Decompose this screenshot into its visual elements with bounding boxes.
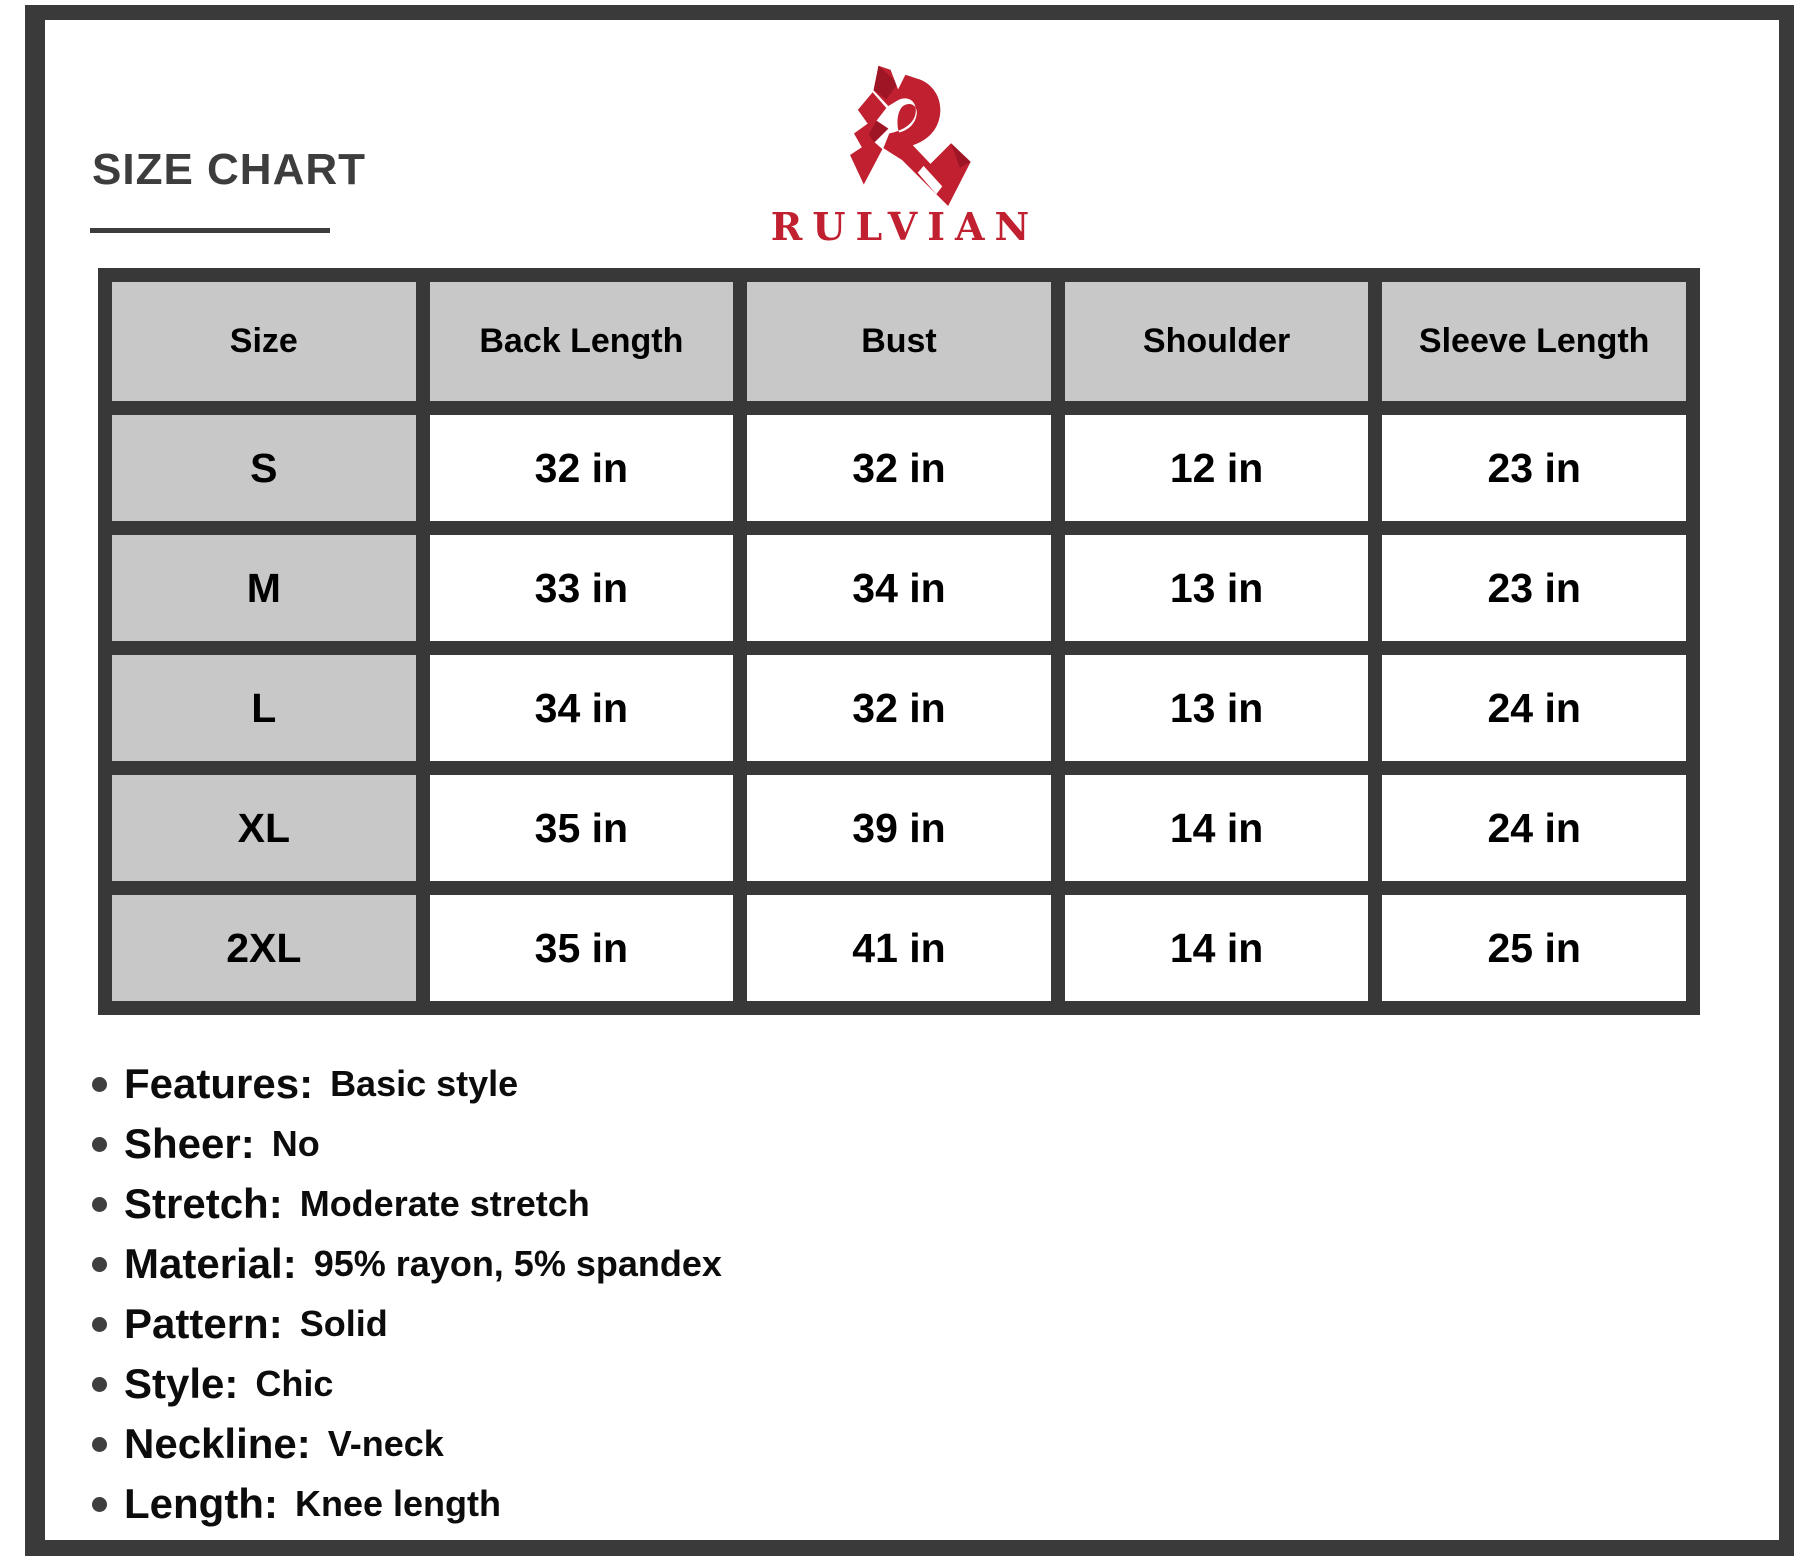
measurement-cell: 14 in — [1058, 768, 1376, 888]
detail-item — [92, 1294, 722, 1354]
detail-value: Basic style — [330, 1063, 519, 1104]
detail-label: Stretch: — [124, 1180, 283, 1227]
measurement-cell: 33 in — [423, 528, 741, 648]
product-details-list — [92, 1054, 722, 1534]
measurement-cell: 14 in — [1058, 888, 1376, 1008]
table-row — [105, 408, 1693, 528]
column-header: Bust — [740, 275, 1058, 408]
detail-label: Style: — [124, 1360, 239, 1407]
detail-value: No — [271, 1123, 320, 1164]
bullet-icon — [92, 1077, 107, 1092]
bullet-icon — [92, 1437, 107, 1452]
size-label-cell: XL — [105, 768, 423, 888]
detail-label: Features: — [124, 1060, 314, 1107]
bullet-icon — [92, 1377, 107, 1392]
detail-item — [92, 1054, 722, 1114]
detail-value: Chic — [255, 1363, 334, 1404]
measurement-cell: 32 in — [423, 408, 741, 528]
measurement-cell: 25 in — [1375, 888, 1693, 1008]
bullet-icon — [92, 1257, 107, 1272]
detail-item — [92, 1474, 722, 1534]
column-header: Sleeve Length — [1375, 275, 1693, 408]
detail-label: Pattern: — [124, 1300, 283, 1347]
measurement-cell: 23 in — [1375, 528, 1693, 648]
detail-value: V-neck — [327, 1423, 444, 1464]
detail-label: Sheer: — [124, 1120, 255, 1167]
size-table-head — [105, 275, 1693, 408]
column-header: Size — [105, 275, 423, 408]
size-label-cell: S — [105, 408, 423, 528]
detail-item — [92, 1414, 722, 1474]
measurement-cell: 12 in — [1058, 408, 1376, 528]
measurement-cell: 24 in — [1375, 648, 1693, 768]
table-row — [105, 888, 1693, 1008]
detail-value: Solid — [299, 1303, 388, 1344]
detail-value: 95% rayon, 5% spandex — [313, 1243, 722, 1284]
column-header: Back Length — [423, 275, 741, 408]
size-table-body — [105, 408, 1693, 1008]
measurement-cell: 41 in — [740, 888, 1058, 1008]
detail-item — [92, 1174, 722, 1234]
bullet-icon — [92, 1137, 107, 1152]
detail-value: Knee length — [294, 1483, 501, 1524]
detail-item — [92, 1234, 722, 1294]
measurement-cell: 32 in — [740, 408, 1058, 528]
detail-label: Neckline: — [124, 1420, 311, 1467]
bullet-icon — [92, 1197, 107, 1212]
measurement-cell: 35 in — [423, 768, 741, 888]
detail-item — [92, 1114, 722, 1174]
detail-item — [92, 1354, 722, 1414]
brand-wordmark: RULVIAN — [770, 204, 1040, 249]
table-row — [105, 648, 1693, 768]
table-row — [105, 528, 1693, 648]
measurement-cell: 32 in — [740, 648, 1058, 768]
table-row — [105, 768, 1693, 888]
page-title: SIZE CHART — [92, 145, 366, 194]
brand-logo-icon — [818, 56, 988, 208]
table-header-row — [105, 275, 1693, 408]
size-table — [98, 268, 1700, 1015]
measurement-cell: 35 in — [423, 888, 741, 1008]
detail-label: Length: — [124, 1480, 278, 1527]
measurement-cell: 23 in — [1375, 408, 1693, 528]
size-label-cell: 2XL — [105, 888, 423, 1008]
size-label-cell: M — [105, 528, 423, 648]
bullet-icon — [92, 1317, 107, 1332]
measurement-cell: 24 in — [1375, 768, 1693, 888]
size-label-cell: L — [105, 648, 423, 768]
measurement-cell: 13 in — [1058, 528, 1376, 648]
measurement-cell: 39 in — [740, 768, 1058, 888]
detail-label: Material: — [124, 1240, 297, 1287]
column-header: Shoulder — [1058, 275, 1376, 408]
detail-value: Moderate stretch — [299, 1183, 590, 1224]
bullet-icon — [92, 1497, 107, 1512]
measurement-cell: 34 in — [423, 648, 741, 768]
measurement-cell: 34 in — [740, 528, 1058, 648]
measurement-cell: 13 in — [1058, 648, 1376, 768]
